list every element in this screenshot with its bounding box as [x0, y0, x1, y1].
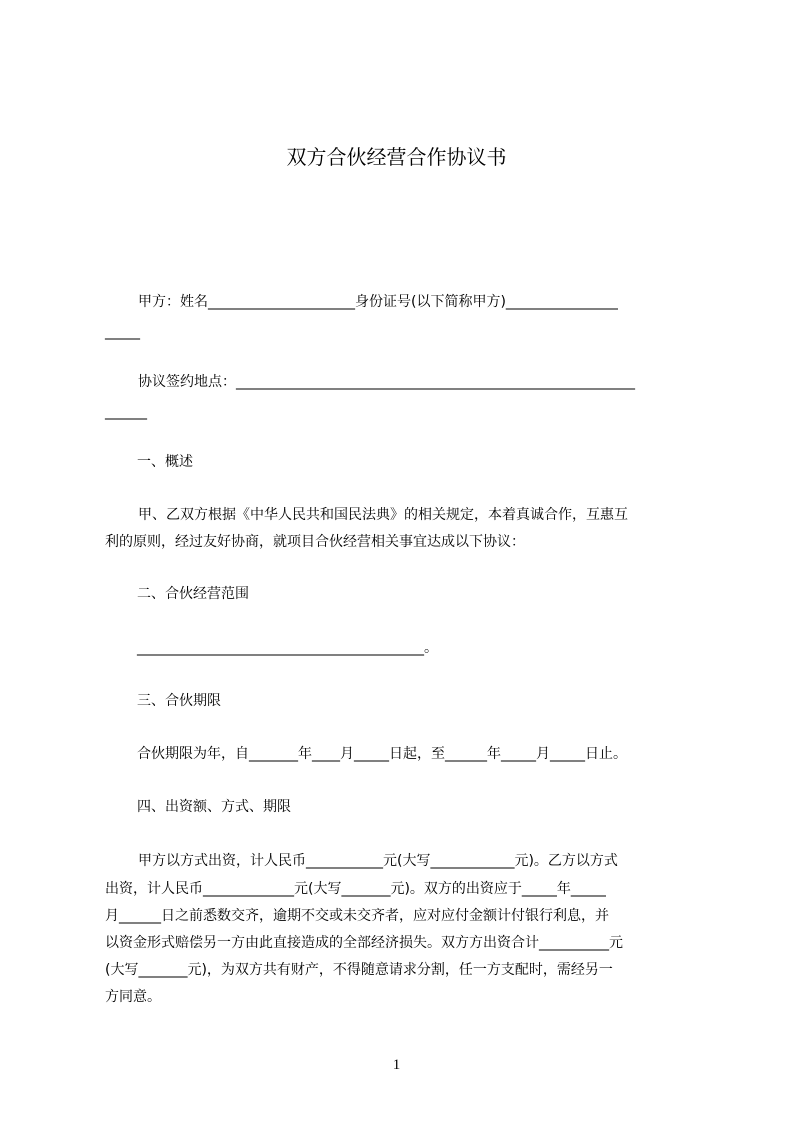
party-a-line: 甲方：姓名_____________________身份证号(以下简称甲方)________________: [138, 294, 618, 310]
document-title: 双方合伙经营合作协议书: [286, 145, 507, 169]
capital-paragraph-line-6: 方同意。: [105, 989, 161, 1005]
section-heading-term: 三、合伙期限: [137, 693, 221, 709]
capital-paragraph-line-4: 以资金形式赔偿另一方由此直接造成的全部经济损失。双方方出资合计__________元: [105, 935, 623, 951]
scope-blank-line: _________________________________________。: [137, 640, 438, 656]
signing-location-line: 协议签约地点：_________________________________________________________: [138, 374, 635, 390]
overview-paragraph-line-1: 甲、乙双方根据《中华人民共和国民法典》的相关规定，本着真诚合作，互惠互: [138, 507, 628, 523]
term-line: 合伙期限为年，自_______年____月_____日起，至______年_____月_____日止。: [137, 746, 627, 762]
section-heading-overview: 一、概述: [137, 454, 193, 470]
section-heading-scope: 二、合伙经营范围: [137, 586, 249, 602]
signing-location-line-continued: ______: [105, 404, 147, 420]
capital-paragraph-line-3: 月______日之前悉数交齐，逾期不交或未交齐者，应对应付金额计付银行利息，并: [105, 908, 609, 924]
party-a-line-continued: _____: [105, 324, 140, 340]
overview-paragraph-line-2: 利的原则，经过友好协商，就项目合伙经营相关事宜达成以下协议：: [105, 534, 525, 550]
capital-paragraph-line-1: 甲方以方式出资，计人民币___________元(大写____________元)。乙方以方式: [138, 853, 618, 869]
capital-paragraph-line-5: (大写_______元)，为双方共有财产，不得随意请求分割，任一方支配时，需经另一: [105, 962, 613, 978]
capital-paragraph-line-2: 出资，计人民币_____________元(大写_______元)。双方的出资应于_____年_____: [105, 881, 606, 897]
page-number: 1: [392, 1057, 401, 1073]
section-heading-capital: 四、出资额、方式、期限: [137, 799, 291, 815]
